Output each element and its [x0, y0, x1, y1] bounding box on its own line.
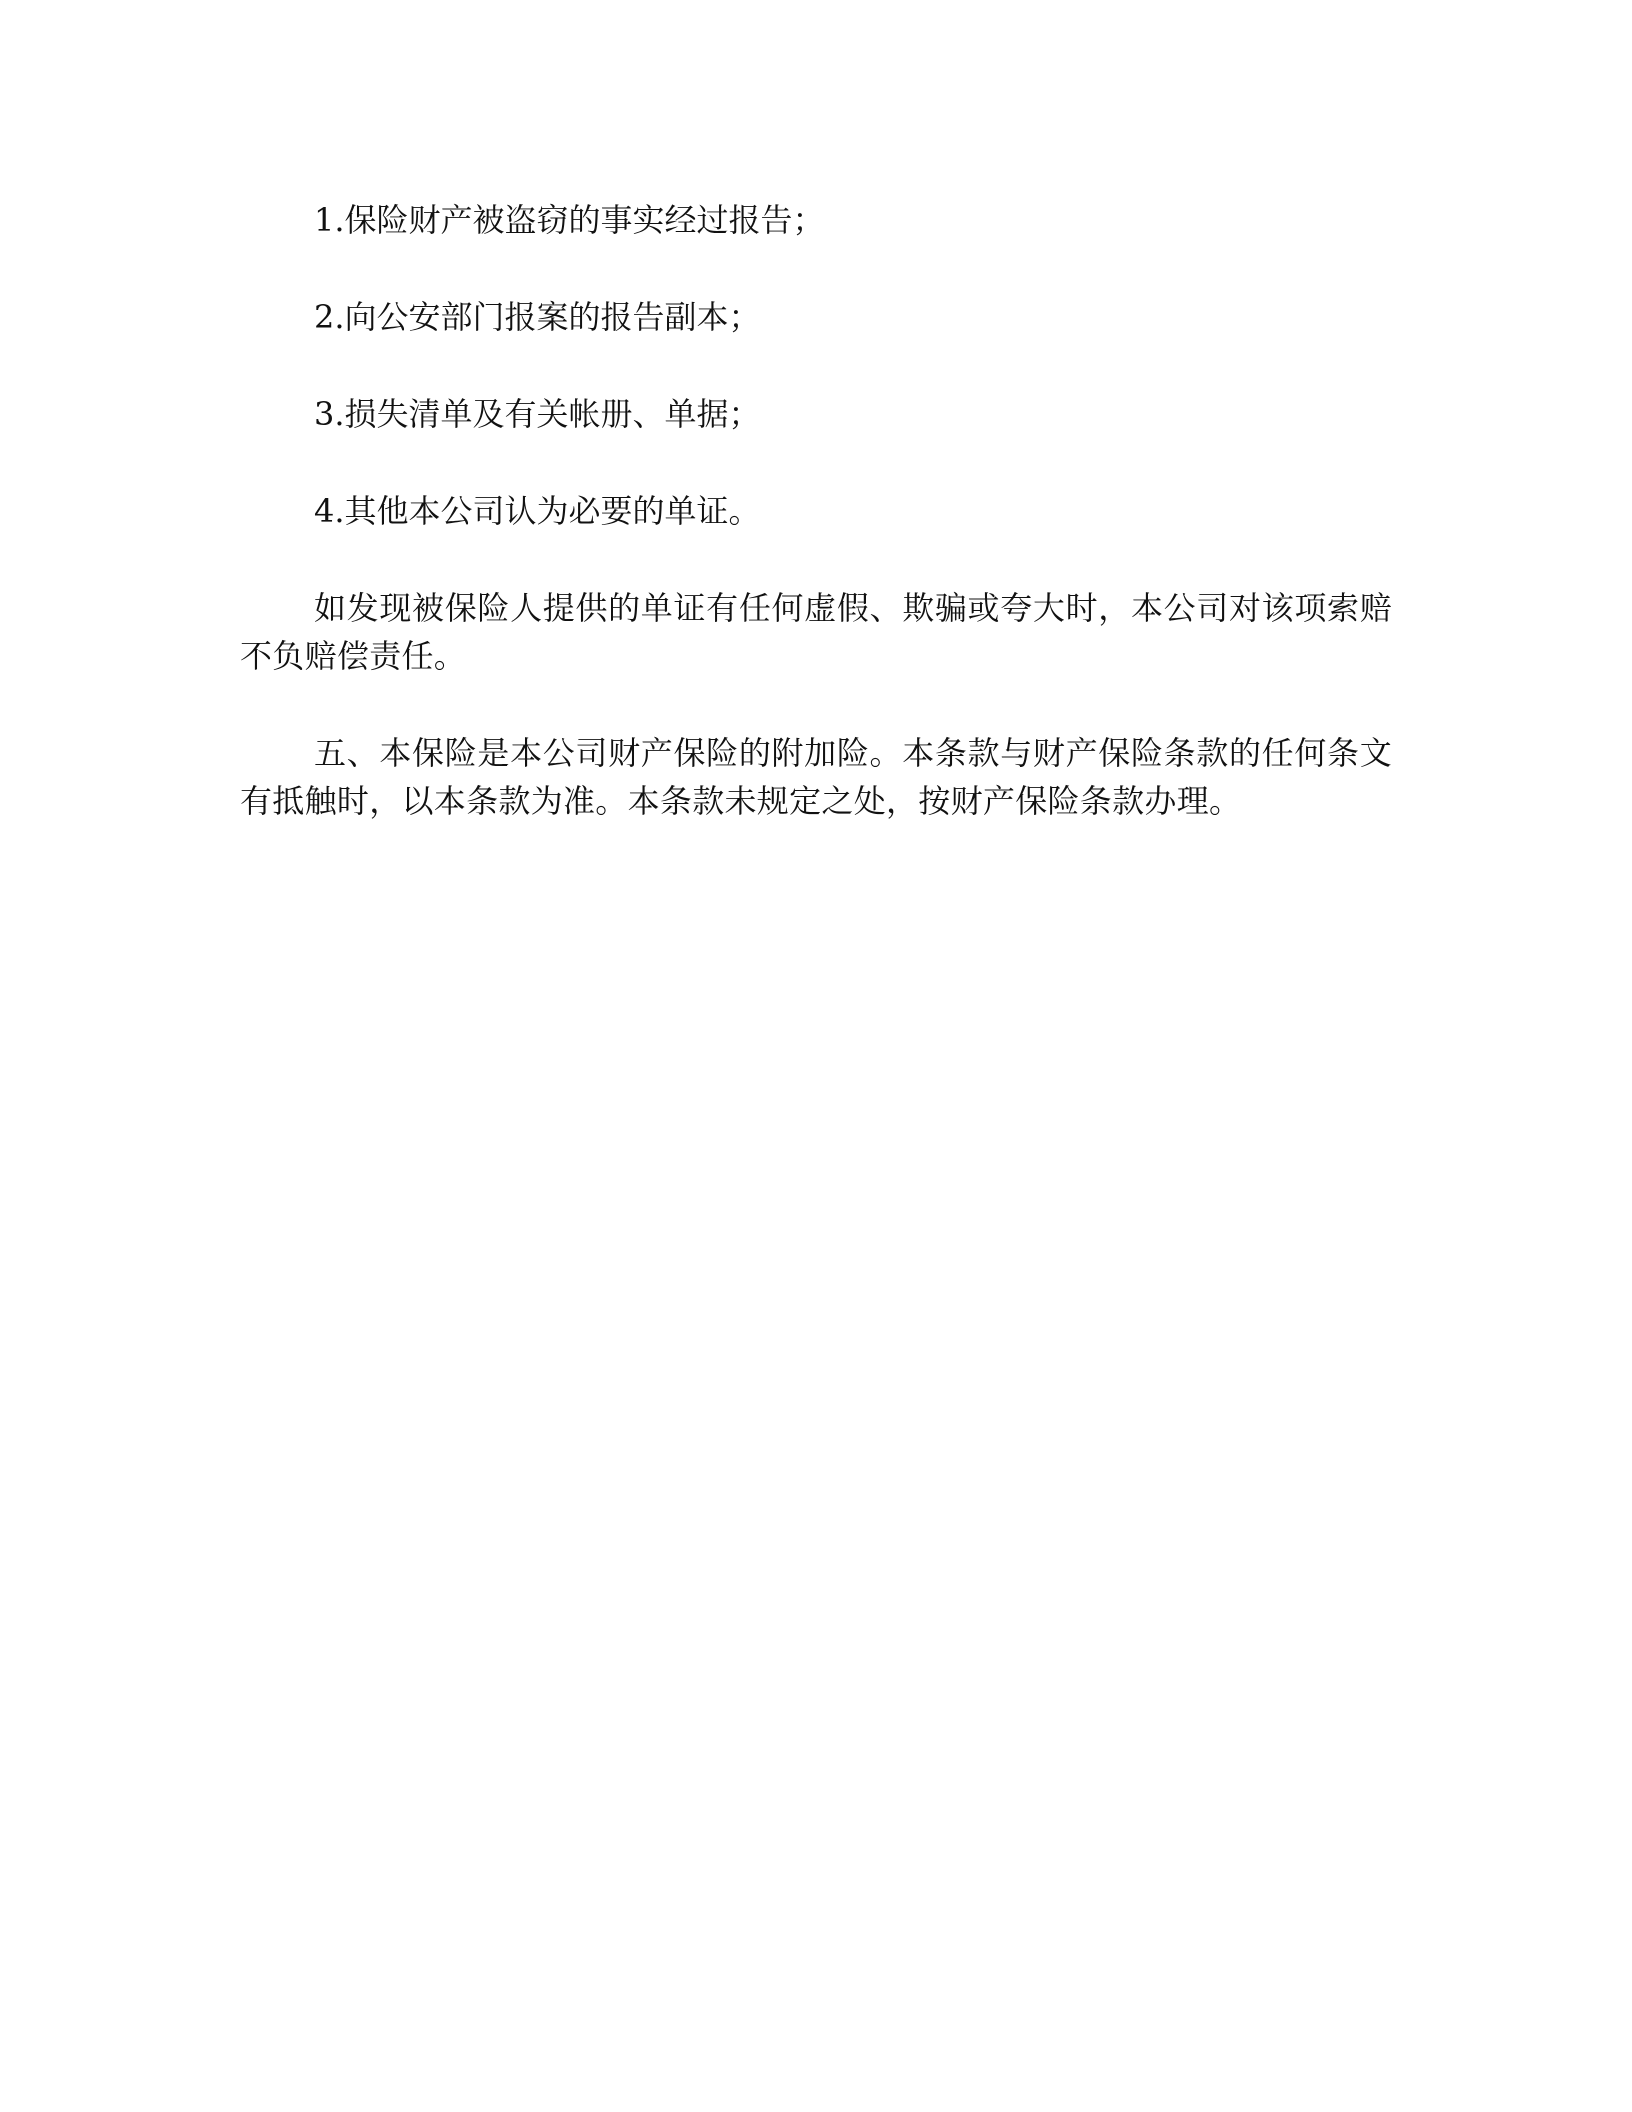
list-item-2: 2.向公安部门报案的报告副本； — [314, 298, 761, 336]
paragraph-fraud-clause: 如发现被保险人提供的单证有任何虚假、欺骗或夸大时，本公司对该项索赔不负赔偿责任。 — [240, 589, 1392, 675]
list-item-1: 1.保险财产被盗窃的事实经过报告； — [314, 201, 825, 239]
list-item-3: 3.损失清单及有关帐册、单据； — [314, 395, 761, 433]
paragraph-section-five: 五、本保险是本公司财产保险的附加险。本条款与财产保险条款的任何条文有抵触时，以本条款为准。本条款未规定之处，按财产保险条款办理。 — [240, 734, 1392, 820]
document-body — [240, 196, 1392, 874]
list-item-4: 4.其他本公司认为必要的单证。 — [314, 492, 761, 530]
